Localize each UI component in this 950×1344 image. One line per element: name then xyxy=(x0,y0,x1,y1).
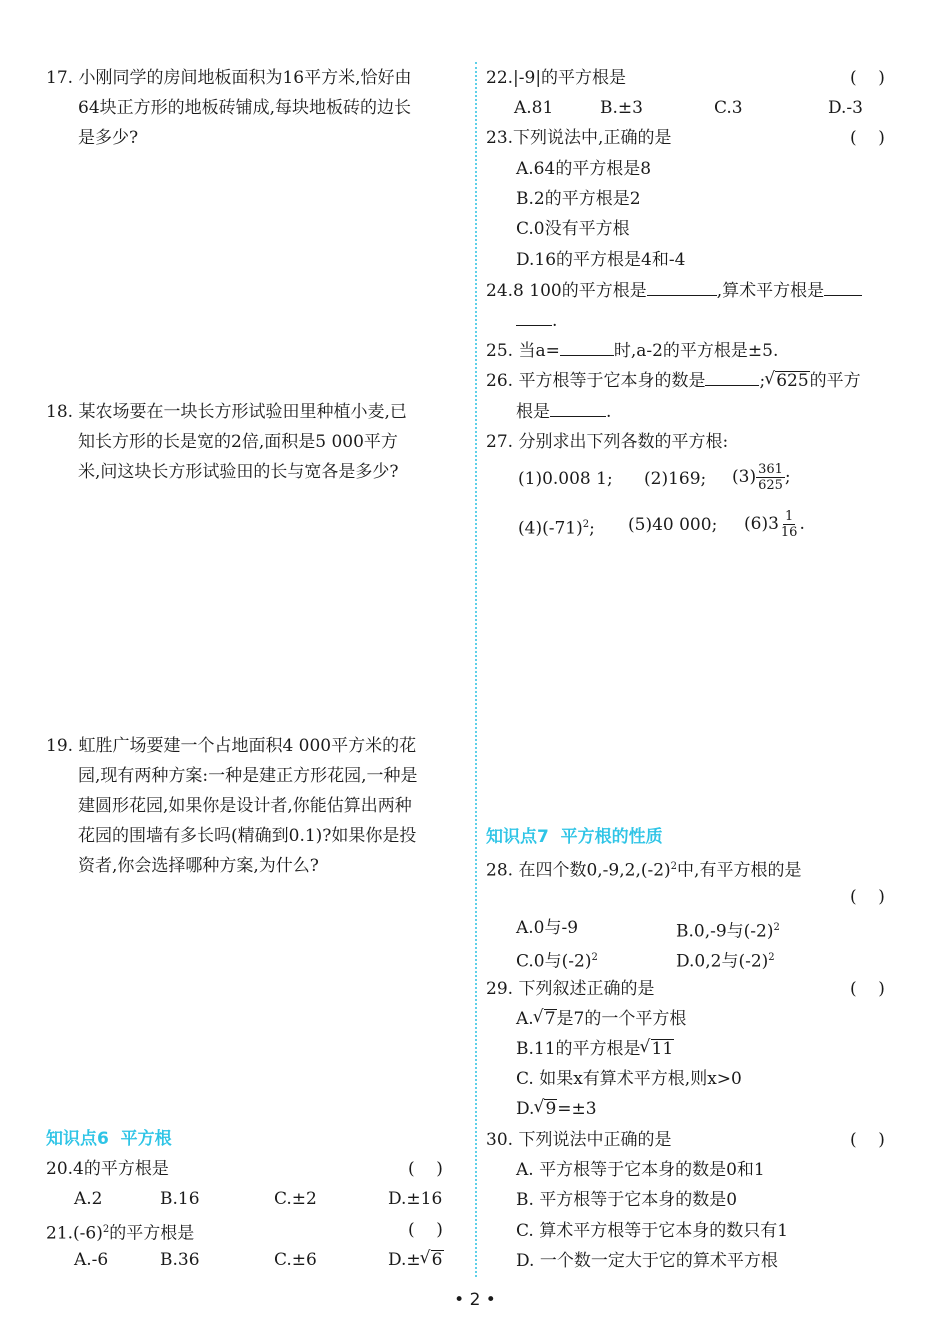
q27-part-6-end: . xyxy=(799,514,805,534)
q21-exponent: 2 xyxy=(102,1224,110,1235)
option-d-exponent: 2 xyxy=(768,952,775,963)
q26-text: ; xyxy=(759,371,766,391)
q24-line xyxy=(516,309,557,333)
option-a[interactable] xyxy=(516,1007,686,1031)
numerator: 361 xyxy=(758,462,783,477)
q27-part-4 xyxy=(518,513,595,541)
answer-blank[interactable] xyxy=(824,279,862,296)
q24-line xyxy=(486,279,862,303)
answer-blank[interactable] xyxy=(705,369,759,386)
answer-paren[interactable]: ( ) xyxy=(850,1130,885,1150)
q21-stem-pre: 21.(-6) xyxy=(46,1223,103,1244)
q18-line: 知长方形的长是宽的2倍,面积是5 000平方 xyxy=(78,432,398,452)
q27-part-4-base: (4)(-71) xyxy=(518,518,583,539)
radicand: 7 xyxy=(544,1009,556,1029)
answer-blank[interactable] xyxy=(516,309,552,326)
denominator: 625 xyxy=(758,478,783,493)
denominator: 16 xyxy=(780,525,798,540)
answer-blank[interactable] xyxy=(560,339,614,356)
q19-line: 花园的围墙有多长吗(精确到0.1)?如果你是投 xyxy=(78,826,417,846)
option-b[interactable] xyxy=(676,916,780,944)
q27-stem: 27. 分别求出下列各数的平方根: xyxy=(486,432,729,452)
q25-text: 时,a-2的平方根是±5. xyxy=(613,341,779,361)
q27-part-3-label: (3) xyxy=(732,467,757,487)
option-d[interactable]: D.16的平方根是4和-4 xyxy=(516,250,686,270)
q27-part-5: (5)40 000; xyxy=(628,515,718,535)
q26-text: 的平方 xyxy=(809,371,861,391)
q24-text: . xyxy=(552,311,558,331)
q17-line: 64块正方形的地板砖铺成,每块地板砖的边长 xyxy=(78,98,412,118)
option-b-text: B.11的平方根是 xyxy=(516,1039,641,1059)
q27-part-3 xyxy=(732,459,791,495)
q20-stem: 20.4的平方根是 xyxy=(46,1159,169,1179)
option-a[interactable]: A.81 xyxy=(514,98,554,118)
option-c[interactable]: C.±6 xyxy=(274,1250,317,1270)
answer-paren[interactable]: ( ) xyxy=(850,68,885,88)
q26-line xyxy=(486,369,861,393)
sqrt-symbol xyxy=(534,1007,557,1031)
option-a[interactable]: A.2 xyxy=(74,1189,103,1209)
sqrt-symbol xyxy=(421,1248,444,1272)
q28-stem xyxy=(486,855,801,883)
q17-line: 是多少? xyxy=(78,128,139,148)
sqrt-symbol xyxy=(534,1097,557,1121)
answer-blank[interactable] xyxy=(647,279,717,296)
column-divider xyxy=(475,62,477,1277)
q23-stem: 23.下列说法中,正确的是 xyxy=(486,128,672,148)
option-c[interactable]: C. 算术平方根等于它本身的数只有1 xyxy=(516,1221,789,1241)
option-d-label: D.± xyxy=(388,1250,421,1270)
option-d[interactable] xyxy=(388,1248,444,1272)
q29-stem: 29. 下列叙述正确的是 xyxy=(486,979,655,999)
answer-blank[interactable] xyxy=(550,400,606,417)
q26-text: 26. 平方根等于它本身的数是 xyxy=(486,371,706,391)
option-b-text: B.0,-9与(-2) xyxy=(676,921,774,942)
option-a[interactable]: A.64的平方根是8 xyxy=(516,159,652,179)
option-d[interactable] xyxy=(516,1097,597,1121)
option-c-exponent: 2 xyxy=(591,952,598,963)
q27-part-6-label: (6)3 xyxy=(744,514,779,534)
q19-line: 建圆形花园,如果你是设计者,你能估算出两种 xyxy=(78,796,412,816)
section-heading-7: 知识点7 平方根的性质 xyxy=(486,827,663,847)
option-d[interactable] xyxy=(676,946,775,974)
fraction xyxy=(779,509,800,540)
q27-exponent: 2 xyxy=(582,519,590,530)
option-c[interactable]: C. 如果x有算术平方根,则x>0 xyxy=(516,1069,742,1089)
q27-part-4-end: ; xyxy=(589,518,595,539)
q24-text: ,算术平方根是 xyxy=(716,281,825,301)
q19-line: 19. 虹胜广场要建一个占地面积4 000平方米的花 xyxy=(46,736,417,756)
option-c-text: C.0与(-2) xyxy=(516,951,592,972)
option-d-label: D. xyxy=(516,1099,535,1119)
q22-stem: 22.|-9|的平方根是 xyxy=(486,68,627,88)
q27-part-2: (2)169; xyxy=(644,469,707,489)
option-d-text: =±3 xyxy=(557,1099,597,1119)
q26-text: 根是 xyxy=(516,402,550,422)
q27-part-6 xyxy=(744,506,805,542)
option-b-exponent: 2 xyxy=(773,922,780,933)
option-a-label: A. xyxy=(516,1009,534,1029)
fraction xyxy=(756,462,785,493)
option-a[interactable]: A.-6 xyxy=(74,1250,109,1270)
answer-paren[interactable]: ( ) xyxy=(850,887,885,907)
option-b[interactable]: B. 平方根等于它本身的数是0 xyxy=(516,1190,738,1210)
q21-stem xyxy=(46,1218,194,1246)
q26-text: . xyxy=(606,402,612,422)
option-d-text: D.0,2与(-2) xyxy=(676,951,769,972)
q28-stem-pre: 28. 在四个数0,-9,2,(-2) xyxy=(486,860,671,881)
option-a[interactable]: A. 平方根等于它本身的数是0和1 xyxy=(516,1160,765,1180)
q19-line: 园,现有两种方案:一种是建正方形花园,一种是 xyxy=(78,766,418,786)
option-b[interactable]: B.±3 xyxy=(600,98,643,118)
answer-paren[interactable]: ( ) xyxy=(850,979,885,999)
option-b[interactable] xyxy=(516,1037,674,1061)
q30-stem: 30. 下列说法中正确的是 xyxy=(486,1130,672,1150)
q18-line: 米,问这块长方形试验田的长与宽各是多少? xyxy=(78,462,399,482)
radicand: 6 xyxy=(431,1250,443,1270)
page-number: • 2 • xyxy=(454,1290,496,1310)
option-c[interactable]: C.±2 xyxy=(274,1189,317,1209)
q28-exponent: 2 xyxy=(670,861,678,872)
radicand: 625 xyxy=(776,371,809,391)
radicand: 9 xyxy=(545,1099,557,1119)
answer-paren[interactable]: ( ) xyxy=(408,1220,443,1240)
radicand: 11 xyxy=(651,1039,674,1059)
section-heading-6: 知识点6 平方根 xyxy=(46,1129,172,1149)
answer-paren[interactable]: ( ) xyxy=(850,128,885,148)
answer-paren[interactable]: ( ) xyxy=(408,1159,443,1179)
numerator: 1 xyxy=(785,509,794,524)
option-d[interactable]: D.-3 xyxy=(828,98,863,118)
q28-stem-post: 中,有平方根的是 xyxy=(677,860,802,881)
q26-line xyxy=(516,400,611,424)
sqrt-symbol xyxy=(765,369,809,393)
option-c[interactable] xyxy=(516,946,598,974)
option-d[interactable]: D. 一个数一定大于它的算术平方根 xyxy=(516,1251,778,1271)
sqrt-symbol xyxy=(641,1037,675,1061)
option-d[interactable]: D.±16 xyxy=(388,1189,443,1209)
option-a[interactable]: A.0与-9 xyxy=(516,918,579,938)
option-b[interactable]: B.16 xyxy=(160,1189,200,1209)
q27-part-1: (1)0.008 1; xyxy=(518,469,613,489)
q24-text: 24.8 100的平方根是 xyxy=(486,281,647,301)
option-c[interactable]: C.3 xyxy=(714,98,743,118)
q25-text: 25. 当a= xyxy=(486,341,560,361)
q25-line xyxy=(486,339,778,363)
q19-line: 资者,你会选择哪种方案,为什么? xyxy=(78,856,319,876)
q17-line: 17. 小刚同学的房间地板面积为16平方米,恰好由 xyxy=(46,68,412,88)
option-b[interactable]: B.2的平方根是2 xyxy=(516,189,641,209)
option-b[interactable]: B.36 xyxy=(160,1250,200,1270)
q27-part-3-end: ; xyxy=(784,467,791,487)
q21-stem-post: 的平方根是 xyxy=(109,1223,195,1244)
option-c[interactable]: C.0没有平方根 xyxy=(516,219,630,239)
q18-line: 18. 某农场要在一块长方形试验田里种植小麦,已 xyxy=(46,402,407,422)
option-a-text: 是7的一个平方根 xyxy=(556,1009,687,1029)
